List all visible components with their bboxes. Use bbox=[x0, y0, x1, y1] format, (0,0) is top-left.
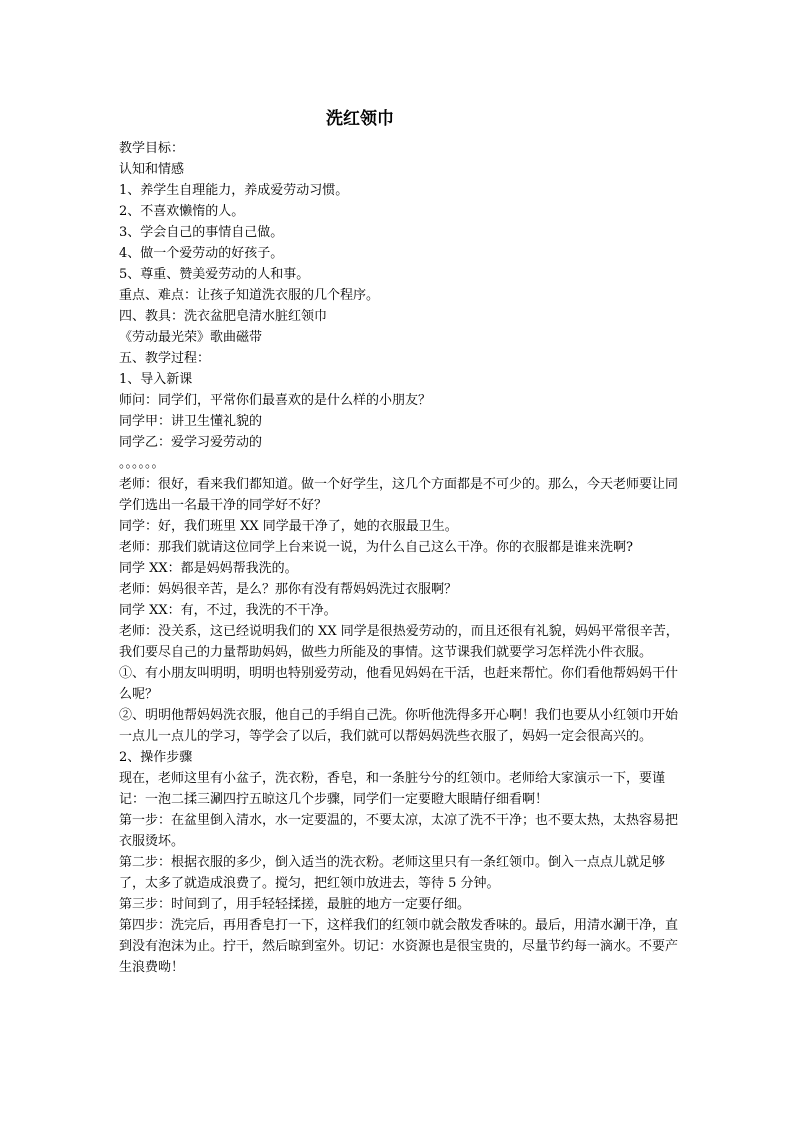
paragraph: 认知和情感 bbox=[119, 162, 185, 177]
paragraph: 同学 XX：有，不过，我洗的不干净。 bbox=[119, 603, 337, 618]
document-body bbox=[119, 138, 689, 978]
paragraph: 1、导入新课 bbox=[119, 372, 193, 387]
paragraph: 老师：妈妈很辛苦，是么？那你有没有帮妈妈洗过衣服啊？ bbox=[119, 582, 458, 597]
paragraph: 师问：同学们，平常你们最喜欢的是什么样的小朋友？ bbox=[119, 393, 432, 408]
paragraph: 第四步：洗完后，再用香皂打一下，这样我们的红领巾就会散发香味的。最后，用清水涮干净，直到没有泡沫为止。拧干，然后晾到室外。切记：水资源也是很宝贵的，尽量节约每一滴水。不要产生浪费呦！ bbox=[119, 918, 679, 975]
paragraph: ②、明明他帮妈妈洗衣服，他自己的手绢自己洗。你听他洗得多开心啊！我们也要从小红领巾开始一点儿一点儿的学习，等学会了以后，我们就可以帮妈妈洗些衣服了，妈妈一定会很高兴的。 bbox=[119, 708, 679, 744]
paragraph: 1、养学生自理能力，养成爱劳动习惯。 bbox=[119, 183, 349, 198]
paragraph: 2、不喜欢懒惰的人。 bbox=[119, 204, 245, 219]
paragraph: 4、做一个爱劳动的好孩子。 bbox=[119, 246, 284, 261]
paragraph: 教学目标： bbox=[119, 141, 185, 156]
paragraph: 2、操作步骤 bbox=[119, 750, 193, 765]
paragraph: 四、教具：洗衣盆肥皂清水脏红领巾 bbox=[119, 309, 328, 324]
paragraph: 老师：很好，看来我们都知道。做一个好学生，这几个方面都是不可少的。那么，今天老师要让同学们选出一名最干净的同学好不好？ bbox=[119, 477, 679, 513]
paragraph: 《劳动最光荣》歌曲磁带 bbox=[119, 330, 263, 345]
paragraph: 同学：好，我们班里 XX 同学最干净了，她的衣服最卫生。 bbox=[119, 519, 458, 534]
paragraph: 第三步：时间到了，用手轻轻揉搓，最脏的地方一定要仔细。 bbox=[119, 897, 471, 912]
page-title: 洗红领巾 bbox=[326, 109, 394, 129]
paragraph: 老师：没关系，这已经说明我们的 XX 同学是很热爱劳动的，而且还很有礼貌，妈妈平常很辛苦，我们要尽自己的力量帮助妈妈，做些力所能及的事情。这节课我们就要学习怎样洗小件衣服。 bbox=[119, 624, 679, 660]
paragraph: 5、尊重、赞美爱劳动的人和事。 bbox=[119, 267, 310, 282]
paragraph: 同学甲：讲卫生懂礼貌的 bbox=[119, 414, 263, 429]
paragraph: 重点、难点：让孩子知道洗衣服的几个程序。 bbox=[119, 288, 380, 303]
paragraph: 五、教学过程： bbox=[119, 351, 211, 366]
paragraph: 3、学会自己的事情自己做。 bbox=[119, 225, 284, 240]
paragraph: ①、有小朋友叫明明，明明也特别爱劳动，他看见妈妈在干活，也赶来帮忙。你们看他帮妈妈干什么呢？ bbox=[119, 666, 679, 702]
paragraph: 老师：那我们就请这位同学上台来说一说，为什么自己这么干净。你的衣服都是谁来洗啊? bbox=[119, 540, 633, 555]
paragraph: 第二步：根据衣服的多少，倒入适当的洗衣粉。老师这里只有一条红领巾。倒入一点点儿就足够了，太多了就造成浪费了。搅匀，把红领巾放进去，等待 5 分钟。 bbox=[119, 855, 666, 891]
paragraph: 同学 XX：都是妈妈帮我洗的。 bbox=[119, 561, 298, 576]
paragraph: 。。。。。。 bbox=[119, 456, 165, 471]
paragraph: 同学乙：爱学习爱劳动的 bbox=[119, 435, 263, 450]
paragraph: 现在，老师这里有小盆子，洗衣粉，香皂，和一条脏兮兮的红领巾。老师给大家演示一下，要谨记：一泡二揉三涮四拧五晾这几个步骤，同学们一定要瞪大眼睛仔细看啊！ bbox=[119, 771, 666, 807]
paragraph: 第一步：在盆里倒入清水，水一定要温的，不要太凉，太凉了洗不干净；也不要太热，太热容易把衣服烫坏。 bbox=[119, 813, 679, 849]
